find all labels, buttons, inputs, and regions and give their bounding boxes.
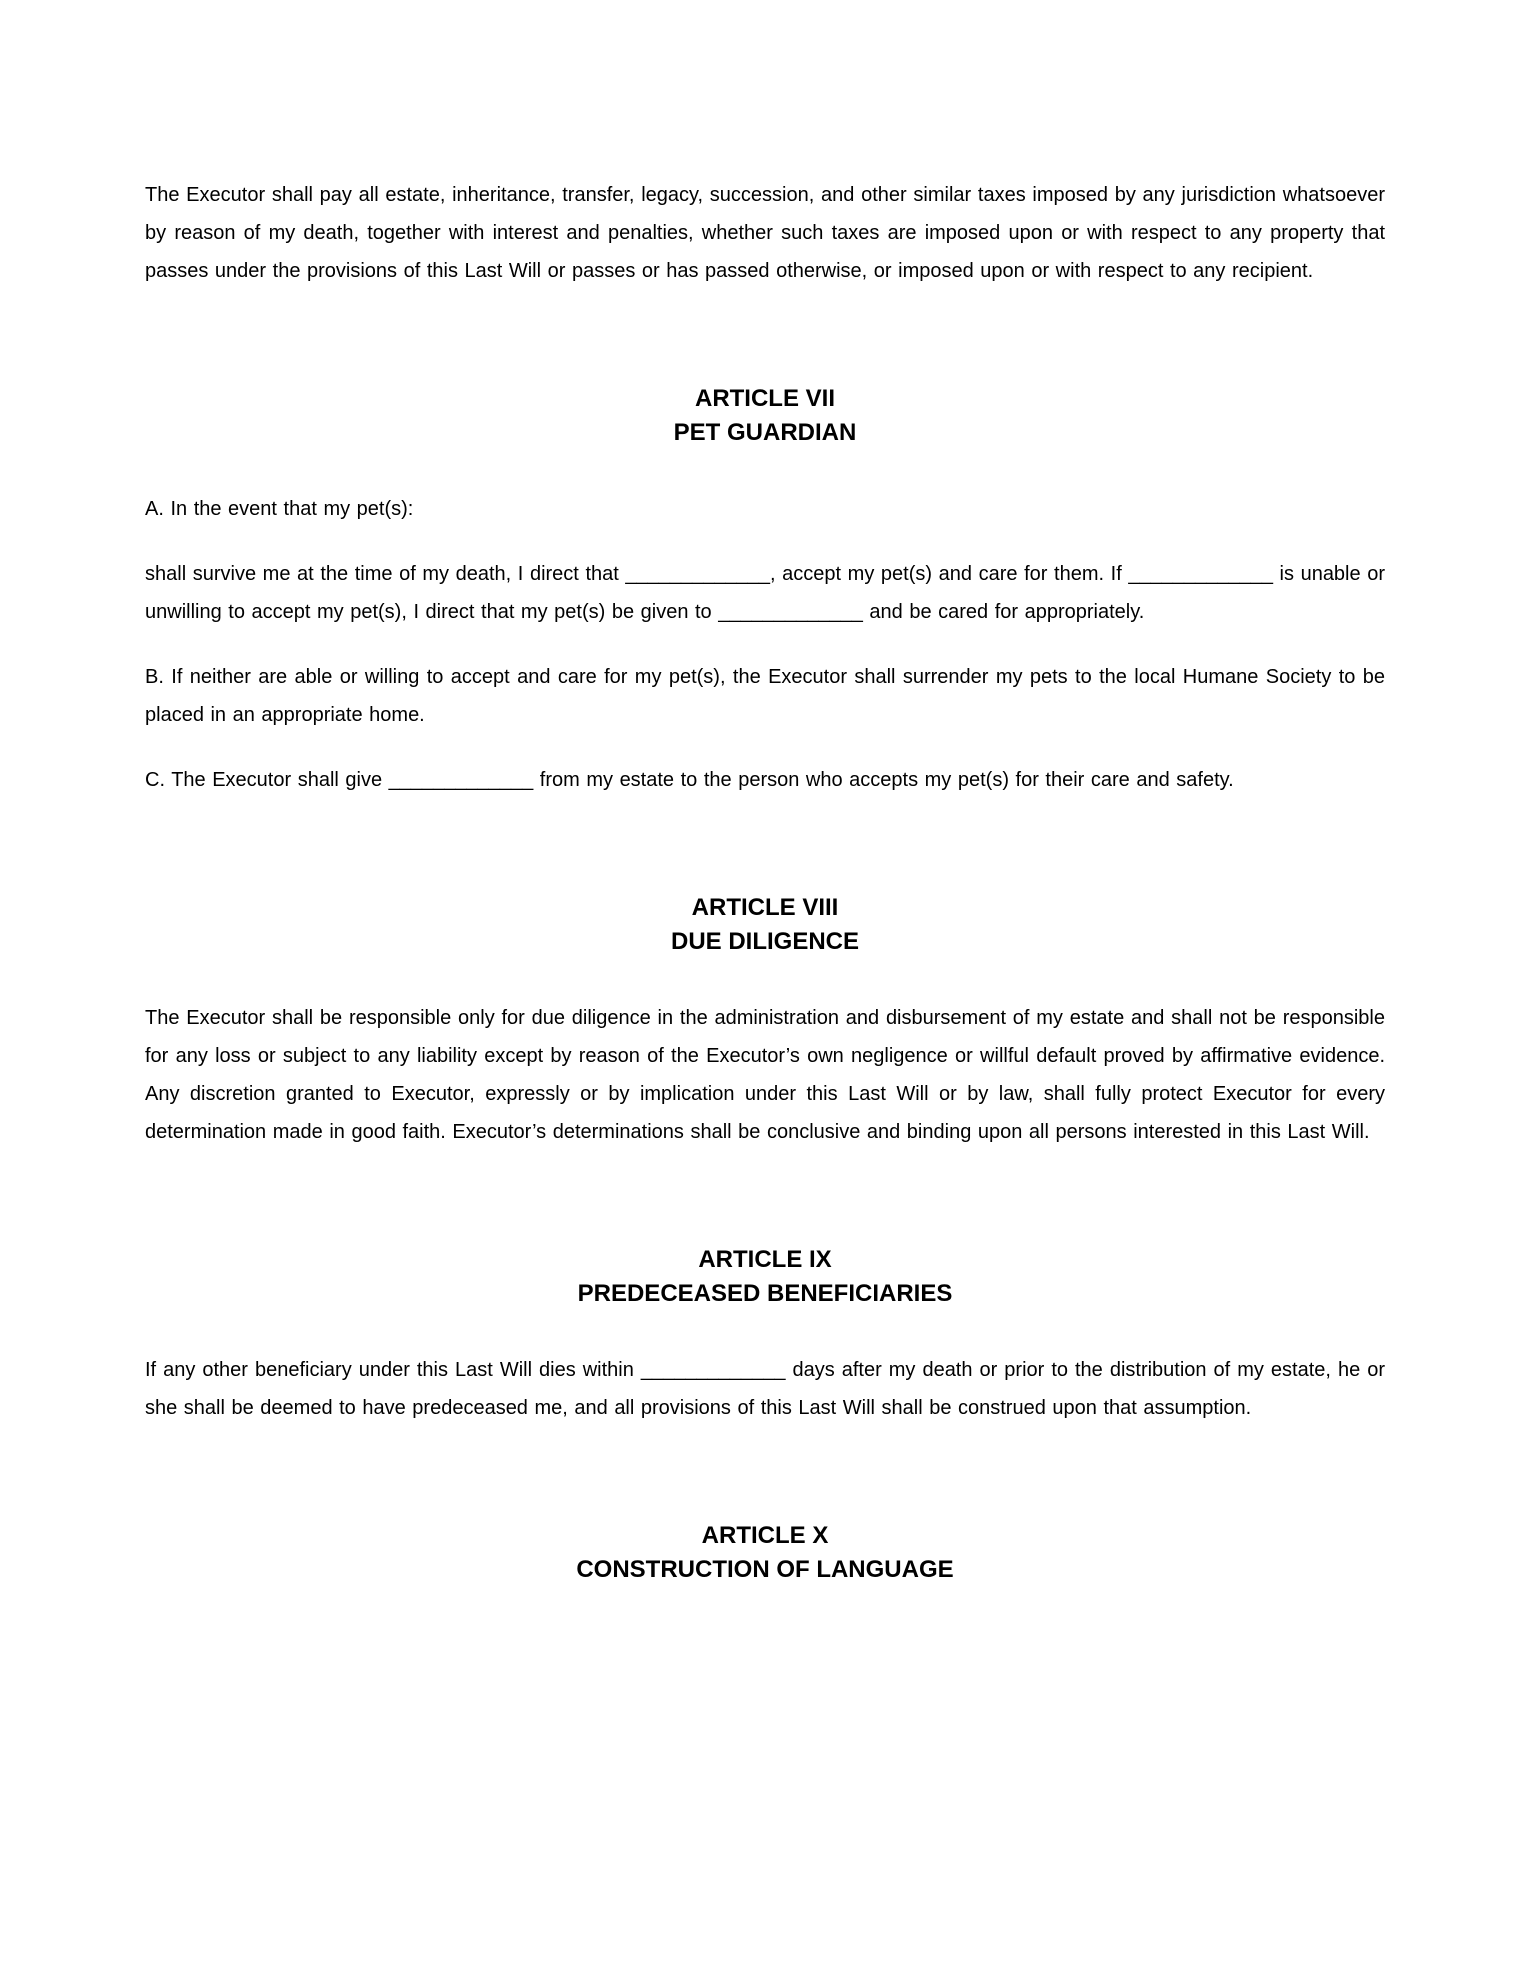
article-viii-heading bbox=[145, 891, 1385, 959]
pet-guardian-clause-a-intro: A. In the event that my pet(s): bbox=[145, 498, 414, 520]
article-viii-title: ARTICLE VIII bbox=[691, 894, 839, 921]
predeceased-beneficiaries-body: If any other beneficiary under this Last Will dies within _____________ days after my death or prior to the distribution of my estate, he or she shall be deemed to have predeceased me, and all provisions of this Last Will shall be construed upon that assumption. bbox=[145, 1359, 1385, 1419]
article-vii-subtitle: PET GUARDIAN bbox=[673, 419, 857, 446]
article-x-subtitle: CONSTRUCTION OF LANGUAGE bbox=[576, 1556, 954, 1583]
article-ix-heading bbox=[145, 1243, 1385, 1311]
article-viii-subtitle: DUE DILIGENCE bbox=[670, 928, 859, 955]
article-x-title: ARTICLE X bbox=[701, 1522, 829, 1549]
article-vii-heading bbox=[145, 382, 1385, 450]
article-vii-title: ARTICLE VII bbox=[694, 385, 835, 412]
due-diligence-body: The Executor shall be responsible only for due diligence in the administration and disbursement of my estate and shall not be responsible for any loss or subject to any liability except by reason of the Executor’s own negligence or willful default proved by affirmative evidence. Any discretion granted to Executor, expressly or by implication under this Last Will or by law, shall fully protect Executor for every determination made in good faith. Executor’s determinations shall be conclusive and binding upon all persons interested in this Last Will. bbox=[145, 1007, 1385, 1143]
article-x-heading bbox=[145, 1519, 1385, 1587]
pet-guardian-clause-a-body: shall survive me at the time of my death, I direct that _____________, accept my pet(s) and care for them. If _____________ is unable or unwilling to accept my pet(s), I direct that my pet(s) be given to _____________ and be cared for appropriately. bbox=[145, 563, 1385, 623]
pet-guardian-clause-c: C. The Executor shall give _____________ from my estate to the person who accepts my pet(s) for their care and safety. bbox=[145, 769, 1234, 791]
article-ix-subtitle: PREDECEASED BENEFICIARIES bbox=[577, 1280, 953, 1307]
tax-clause-paragraph: The Executor shall pay all estate, inheritance, transfer, legacy, succession, and other similar taxes imposed by any jurisdiction whatsoever by reason of my death, together with interest and penalties, whether such taxes are imposed upon or with respect to any property that passes under the provisions of this Last Will or passes or has passed otherwise, or imposed upon or with respect to any recipient. bbox=[145, 184, 1385, 282]
article-ix-title: ARTICLE IX bbox=[698, 1246, 832, 1273]
pet-guardian-clause-b: B. If neither are able or willing to accept and care for my pet(s), the Executor shall surrender my pets to the local Humane Society to be placed in an appropriate home. bbox=[145, 666, 1385, 726]
